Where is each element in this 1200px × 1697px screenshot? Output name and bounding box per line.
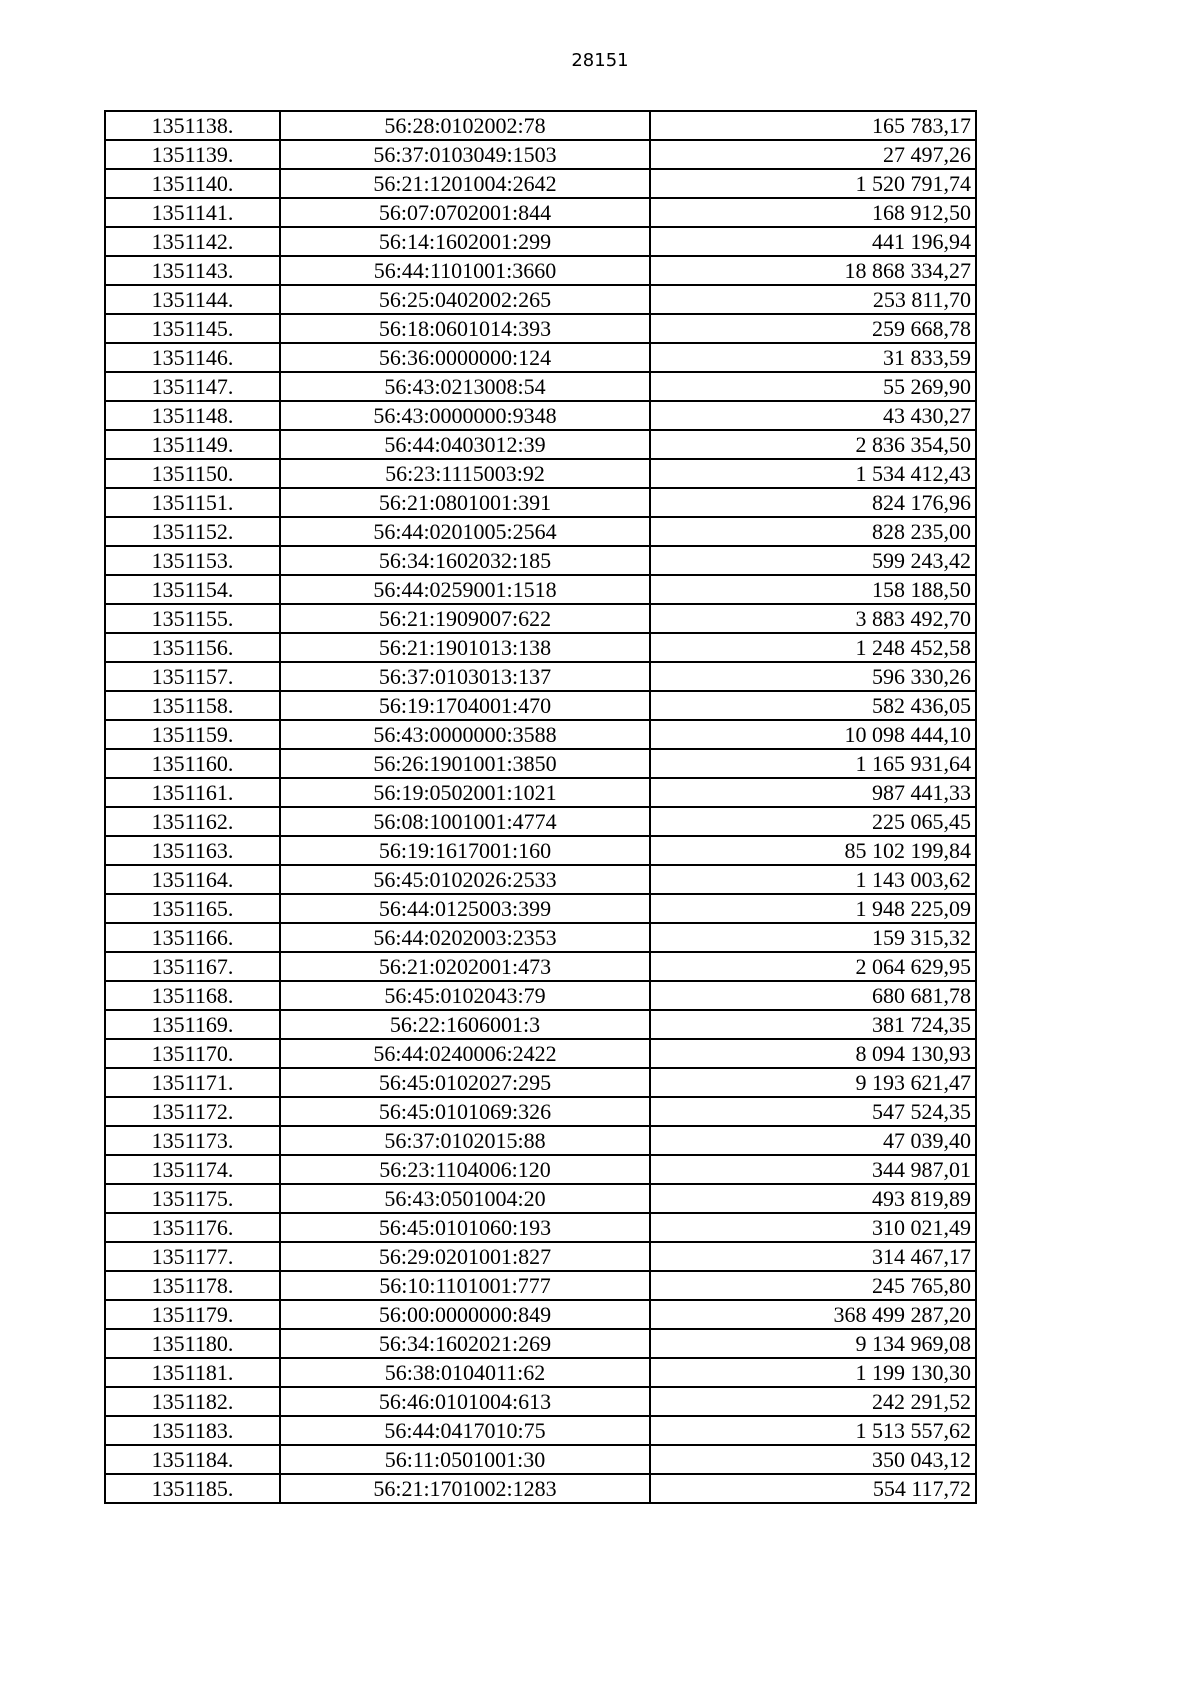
value-cell: 582 436,05 — [650, 691, 976, 720]
cadastral-number-cell: 56:44:1101001:3660 — [280, 256, 650, 285]
table-row — [105, 1097, 976, 1126]
value-cell: 828 235,00 — [650, 517, 976, 546]
value-cell: 2 836 354,50 — [650, 430, 976, 459]
value-cell: 43 430,27 — [650, 401, 976, 430]
row-number-cell: 1351152. — [105, 517, 280, 546]
table-row — [105, 1242, 976, 1271]
value-cell: 350 043,12 — [650, 1445, 976, 1474]
row-number-cell: 1351141. — [105, 198, 280, 227]
registry-table-body — [105, 111, 976, 1503]
cadastral-number-cell: 56:21:1201004:2642 — [280, 169, 650, 198]
row-number-cell: 1351148. — [105, 401, 280, 430]
cadastral-number-cell: 56:44:0125003:399 — [280, 894, 650, 923]
row-number-cell: 1351176. — [105, 1213, 280, 1242]
cadastral-number-cell: 56:46:0101004:613 — [280, 1387, 650, 1416]
cadastral-number-cell: 56:37:0103049:1503 — [280, 140, 650, 169]
cadastral-number-cell: 56:38:0104011:62 — [280, 1358, 650, 1387]
table-row — [105, 1474, 976, 1503]
table-row — [105, 140, 976, 169]
cadastral-number-cell: 56:11:0501001:30 — [280, 1445, 650, 1474]
row-number-cell: 1351166. — [105, 923, 280, 952]
table-row — [105, 1329, 976, 1358]
value-cell: 1 948 225,09 — [650, 894, 976, 923]
table-row — [105, 662, 976, 691]
table-row — [105, 981, 976, 1010]
row-number-cell: 1351174. — [105, 1155, 280, 1184]
value-cell: 1 248 452,58 — [650, 633, 976, 662]
table-row — [105, 401, 976, 430]
page-number: 28151 — [571, 50, 629, 71]
cadastral-number-cell: 56:43:0213008:54 — [280, 372, 650, 401]
value-cell: 368 499 287,20 — [650, 1300, 976, 1329]
row-number-cell: 1351162. — [105, 807, 280, 836]
cadastral-number-cell: 56:19:0502001:1021 — [280, 778, 650, 807]
value-cell: 3 883 492,70 — [650, 604, 976, 633]
value-cell: 987 441,33 — [650, 778, 976, 807]
row-number-cell: 1351169. — [105, 1010, 280, 1039]
table-row — [105, 285, 976, 314]
cadastral-number-cell: 56:25:0402002:265 — [280, 285, 650, 314]
cadastral-number-cell: 56:23:1104006:120 — [280, 1155, 650, 1184]
value-cell: 159 315,32 — [650, 923, 976, 952]
value-cell: 242 291,52 — [650, 1387, 976, 1416]
value-cell: 259 668,78 — [650, 314, 976, 343]
table-row — [105, 1358, 976, 1387]
row-number-cell: 1351175. — [105, 1184, 280, 1213]
table-row — [105, 1010, 976, 1039]
table-row — [105, 894, 976, 923]
table-row — [105, 604, 976, 633]
table-row — [105, 1184, 976, 1213]
table-row — [105, 749, 976, 778]
cadastral-number-cell: 56:44:0417010:75 — [280, 1416, 650, 1445]
cadastral-number-cell: 56:21:0801001:391 — [280, 488, 650, 517]
table-row — [105, 256, 976, 285]
value-cell: 310 021,49 — [650, 1213, 976, 1242]
row-number-cell: 1351173. — [105, 1126, 280, 1155]
value-cell: 8 094 130,93 — [650, 1039, 976, 1068]
row-number-cell: 1351180. — [105, 1329, 280, 1358]
cadastral-number-cell: 56:21:1909007:622 — [280, 604, 650, 633]
table-row — [105, 1068, 976, 1097]
cadastral-number-cell: 56:44:0403012:39 — [280, 430, 650, 459]
table-row — [105, 923, 976, 952]
value-cell: 1 199 130,30 — [650, 1358, 976, 1387]
cadastral-number-cell: 56:45:0102043:79 — [280, 981, 650, 1010]
value-cell: 344 987,01 — [650, 1155, 976, 1184]
value-cell: 314 467,17 — [650, 1242, 976, 1271]
cadastral-number-cell: 56:28:0102002:78 — [280, 111, 650, 140]
cadastral-number-cell: 56:34:1602021:269 — [280, 1329, 650, 1358]
table-row — [105, 1126, 976, 1155]
row-number-cell: 1351139. — [105, 140, 280, 169]
value-cell: 554 117,72 — [650, 1474, 976, 1503]
table-row — [105, 575, 976, 604]
cadastral-number-cell: 56:29:0201001:827 — [280, 1242, 650, 1271]
row-number-cell: 1351146. — [105, 343, 280, 372]
row-number-cell: 1351181. — [105, 1358, 280, 1387]
table-row — [105, 169, 976, 198]
value-cell: 1 165 931,64 — [650, 749, 976, 778]
row-number-cell: 1351164. — [105, 865, 280, 894]
table-row — [105, 517, 976, 546]
value-cell: 55 269,90 — [650, 372, 976, 401]
table-row — [105, 836, 976, 865]
cadastral-number-cell: 56:14:1602001:299 — [280, 227, 650, 256]
cadastral-number-cell: 56:00:0000000:849 — [280, 1300, 650, 1329]
row-number-cell: 1351153. — [105, 546, 280, 575]
value-cell: 2 064 629,95 — [650, 952, 976, 981]
table-row — [105, 807, 976, 836]
value-cell: 9 193 621,47 — [650, 1068, 976, 1097]
cadastral-number-cell: 56:45:0101060:193 — [280, 1213, 650, 1242]
row-number-cell: 1351184. — [105, 1445, 280, 1474]
row-number-cell: 1351160. — [105, 749, 280, 778]
table-row — [105, 952, 976, 981]
cadastral-number-cell: 56:22:1606001:3 — [280, 1010, 650, 1039]
table-row — [105, 546, 976, 575]
table-row — [105, 691, 976, 720]
table-row — [105, 1416, 976, 1445]
cadastral-number-cell: 56:37:0103013:137 — [280, 662, 650, 691]
table-row — [105, 865, 976, 894]
value-cell: 441 196,94 — [650, 227, 976, 256]
cadastral-number-cell: 56:44:0240006:2422 — [280, 1039, 650, 1068]
value-cell: 168 912,50 — [650, 198, 976, 227]
row-number-cell: 1351145. — [105, 314, 280, 343]
table-row — [105, 372, 976, 401]
cadastral-number-cell: 56:10:1101001:777 — [280, 1271, 650, 1300]
cadastral-number-cell: 56:23:1115003:92 — [280, 459, 650, 488]
row-number-cell: 1351142. — [105, 227, 280, 256]
row-number-cell: 1351149. — [105, 430, 280, 459]
table-row — [105, 111, 976, 140]
value-cell: 27 497,26 — [650, 140, 976, 169]
cadastral-number-cell: 56:45:0101069:326 — [280, 1097, 650, 1126]
row-number-cell: 1351151. — [105, 488, 280, 517]
value-cell: 253 811,70 — [650, 285, 976, 314]
row-number-cell: 1351159. — [105, 720, 280, 749]
row-number-cell: 1351140. — [105, 169, 280, 198]
table-row — [105, 227, 976, 256]
table-row — [105, 1213, 976, 1242]
value-cell: 547 524,35 — [650, 1097, 976, 1126]
row-number-cell: 1351182. — [105, 1387, 280, 1416]
value-cell: 596 330,26 — [650, 662, 976, 691]
table-row — [105, 343, 976, 372]
value-cell: 31 833,59 — [650, 343, 976, 372]
cadastral-number-cell: 56:26:1901001:3850 — [280, 749, 650, 778]
value-cell: 18 868 334,27 — [650, 256, 976, 285]
value-cell: 225 065,45 — [650, 807, 976, 836]
table-row — [105, 1300, 976, 1329]
registry-table — [104, 110, 977, 1504]
row-number-cell: 1351147. — [105, 372, 280, 401]
value-cell: 9 134 969,08 — [650, 1329, 976, 1358]
cadastral-number-cell: 56:44:0259001:1518 — [280, 575, 650, 604]
table-row — [105, 778, 976, 807]
cadastral-number-cell: 56:36:0000000:124 — [280, 343, 650, 372]
cadastral-number-cell: 56:44:0201005:2564 — [280, 517, 650, 546]
value-cell: 381 724,35 — [650, 1010, 976, 1039]
cadastral-number-cell: 56:37:0102015:88 — [280, 1126, 650, 1155]
cadastral-number-cell: 56:19:1704001:470 — [280, 691, 650, 720]
value-cell: 1 143 003,62 — [650, 865, 976, 894]
row-number-cell: 1351138. — [105, 111, 280, 140]
cadastral-number-cell: 56:21:1701002:1283 — [280, 1474, 650, 1503]
table-row — [105, 720, 976, 749]
cadastral-number-cell: 56:21:0202001:473 — [280, 952, 650, 981]
table-row — [105, 430, 976, 459]
cadastral-number-cell: 56:44:0202003:2353 — [280, 923, 650, 952]
row-number-cell: 1351163. — [105, 836, 280, 865]
table-row — [105, 1155, 976, 1184]
row-number-cell: 1351168. — [105, 981, 280, 1010]
value-cell: 158 188,50 — [650, 575, 976, 604]
value-cell: 47 039,40 — [650, 1126, 976, 1155]
cadastral-number-cell: 56:45:0102026:2533 — [280, 865, 650, 894]
cadastral-number-cell: 56:18:0601014:393 — [280, 314, 650, 343]
cadastral-number-cell: 56:21:1901013:138 — [280, 633, 650, 662]
value-cell: 1 534 412,43 — [650, 459, 976, 488]
row-number-cell: 1351177. — [105, 1242, 280, 1271]
value-cell: 1 513 557,62 — [650, 1416, 976, 1445]
row-number-cell: 1351167. — [105, 952, 280, 981]
row-number-cell: 1351157. — [105, 662, 280, 691]
value-cell: 165 783,17 — [650, 111, 976, 140]
cadastral-number-cell: 56:45:0102027:295 — [280, 1068, 650, 1097]
value-cell: 493 819,89 — [650, 1184, 976, 1213]
table-row — [105, 1445, 976, 1474]
cadastral-number-cell: 56:08:1001001:4774 — [280, 807, 650, 836]
cadastral-number-cell: 56:07:0702001:844 — [280, 198, 650, 227]
row-number-cell: 1351150. — [105, 459, 280, 488]
cadastral-number-cell: 56:43:0501004:20 — [280, 1184, 650, 1213]
cadastral-number-cell: 56:19:1617001:160 — [280, 836, 650, 865]
row-number-cell: 1351183. — [105, 1416, 280, 1445]
table-row — [105, 459, 976, 488]
value-cell: 599 243,42 — [650, 546, 976, 575]
row-number-cell: 1351144. — [105, 285, 280, 314]
table-row — [105, 198, 976, 227]
value-cell: 824 176,96 — [650, 488, 976, 517]
row-number-cell: 1351170. — [105, 1039, 280, 1068]
row-number-cell: 1351143. — [105, 256, 280, 285]
table-row — [105, 1271, 976, 1300]
table-row — [105, 314, 976, 343]
value-cell: 85 102 199,84 — [650, 836, 976, 865]
row-number-cell: 1351156. — [105, 633, 280, 662]
table-row — [105, 1387, 976, 1416]
row-number-cell: 1351155. — [105, 604, 280, 633]
value-cell: 245 765,80 — [650, 1271, 976, 1300]
row-number-cell: 1351161. — [105, 778, 280, 807]
row-number-cell: 1351158. — [105, 691, 280, 720]
table-row — [105, 1039, 976, 1068]
cadastral-number-cell: 56:43:0000000:3588 — [280, 720, 650, 749]
row-number-cell: 1351165. — [105, 894, 280, 923]
table-row — [105, 633, 976, 662]
value-cell: 1 520 791,74 — [650, 169, 976, 198]
row-number-cell: 1351179. — [105, 1300, 280, 1329]
row-number-cell: 1351185. — [105, 1474, 280, 1503]
row-number-cell: 1351171. — [105, 1068, 280, 1097]
cadastral-number-cell: 56:43:0000000:9348 — [280, 401, 650, 430]
row-number-cell: 1351154. — [105, 575, 280, 604]
cadastral-number-cell: 56:34:1602032:185 — [280, 546, 650, 575]
value-cell: 680 681,78 — [650, 981, 976, 1010]
value-cell: 10 098 444,10 — [650, 720, 976, 749]
row-number-cell: 1351178. — [105, 1271, 280, 1300]
table-row — [105, 488, 976, 517]
row-number-cell: 1351172. — [105, 1097, 280, 1126]
